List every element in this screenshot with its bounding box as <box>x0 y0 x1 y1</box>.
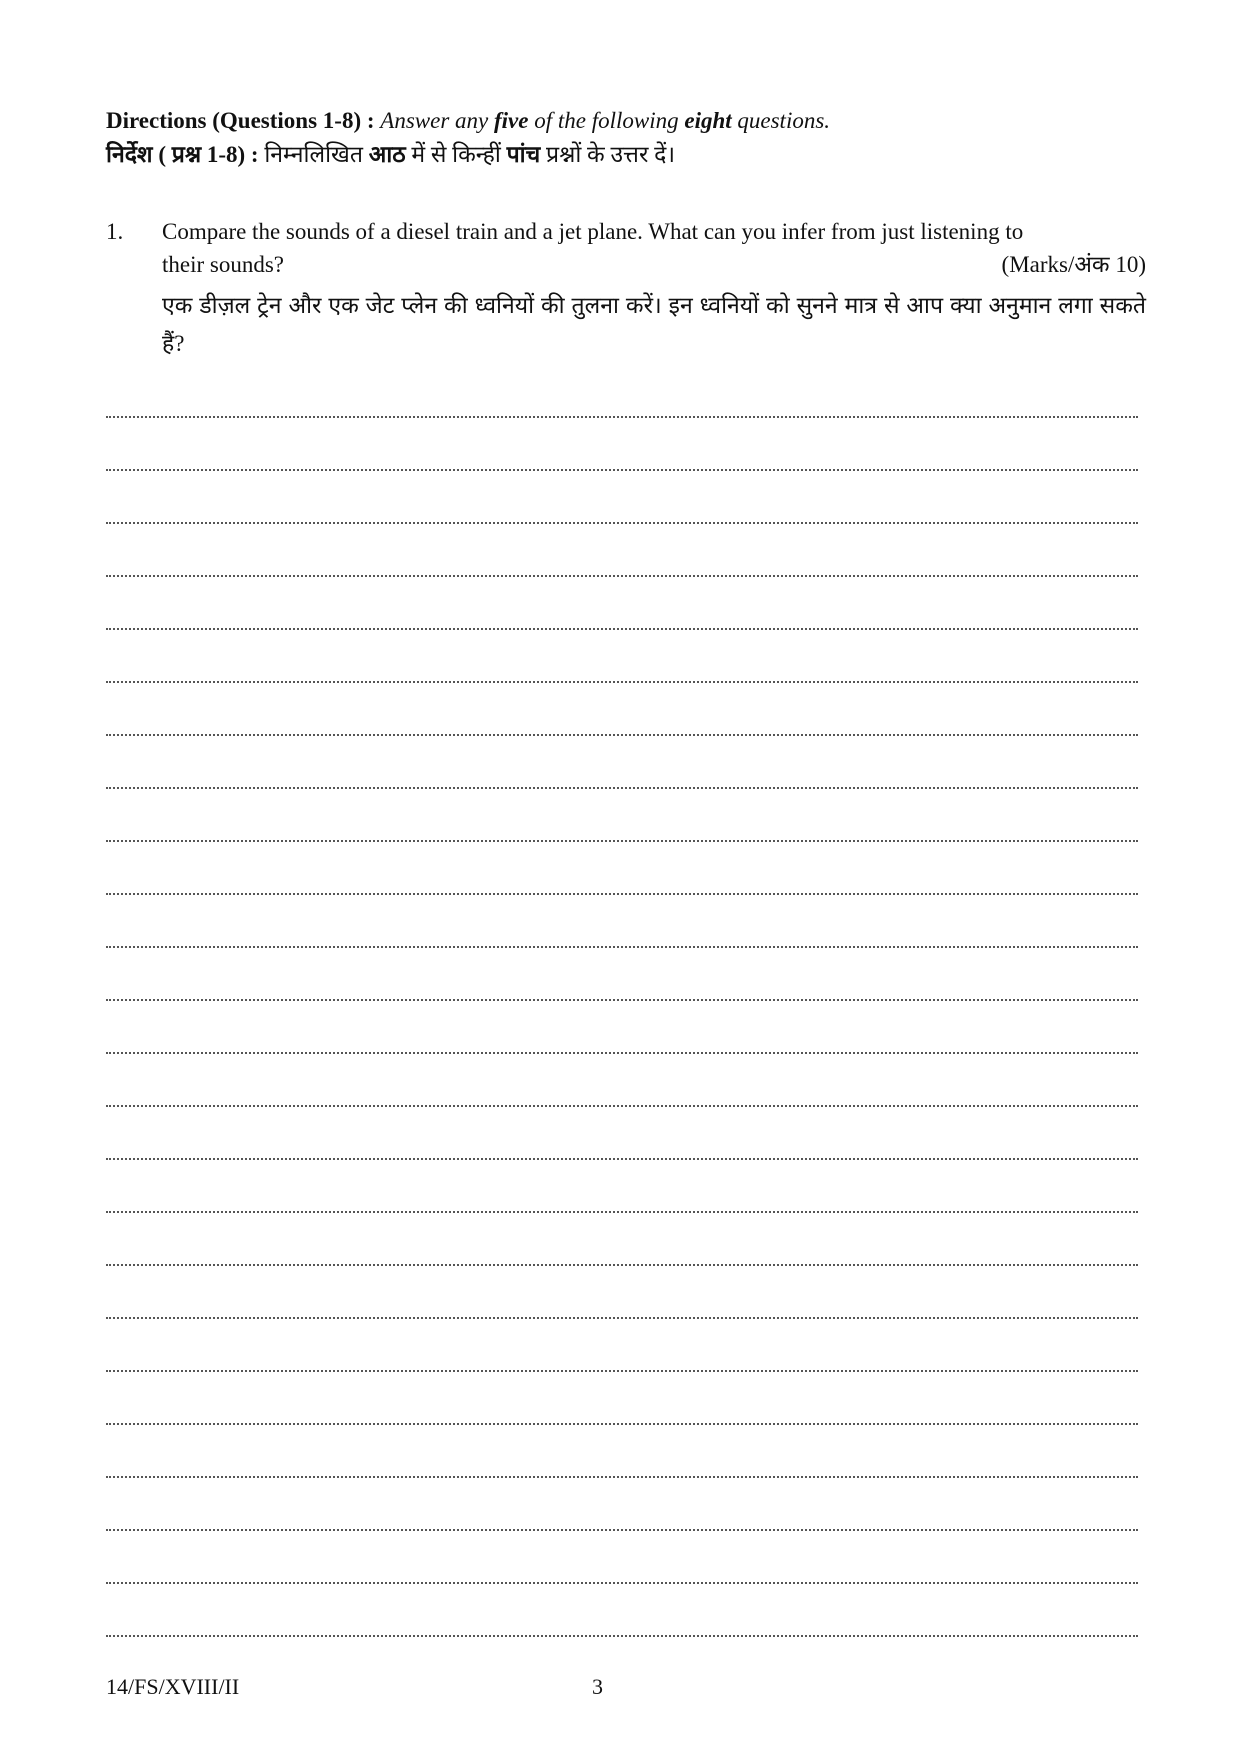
directions <box>106 104 1146 172</box>
page-number: 3 <box>592 1674 603 1699</box>
question-text-hindi: एक डीज़ल ट्रेन और एक जेट प्लेन की ध्वनियों की तुलना करें। इन ध्वनियों को सुनने मात्र से आप क्या अनुमान लगा सकते हैं? <box>162 293 1146 356</box>
answer-line <box>106 1213 1138 1266</box>
answer-line <box>106 1425 1138 1478</box>
answer-line <box>106 524 1138 577</box>
answer-line <box>106 1372 1138 1425</box>
answer-line <box>106 1319 1138 1372</box>
answer-line <box>106 1266 1138 1319</box>
answer-line <box>106 630 1138 683</box>
answer-line <box>106 1001 1138 1054</box>
answer-line <box>106 1531 1138 1584</box>
answer-line <box>106 1054 1138 1107</box>
question-body <box>162 215 1146 363</box>
answer-line <box>106 789 1138 842</box>
answer-line <box>106 948 1138 1001</box>
answer-line <box>106 736 1138 789</box>
answer-line <box>106 471 1138 524</box>
answer-line <box>106 418 1138 471</box>
answer-line <box>106 1107 1138 1160</box>
answer-line <box>106 683 1138 736</box>
directions-hindi: निर्देश ( प्रश्न 1-8) : निम्नलिखित आठ में से किन्हीं पांच प्रश्नों के उत्तर दें। <box>106 142 676 167</box>
question-marks: (Marks/अंक 10) <box>1001 252 1146 277</box>
answer-line <box>106 842 1138 895</box>
answer-line <box>106 1478 1138 1531</box>
directions-label-hindi: निर्देश ( प्रश्न 1-8) : <box>106 142 259 167</box>
answer-line <box>106 895 1138 948</box>
answer-line <box>106 1584 1138 1637</box>
answer-line <box>106 577 1138 630</box>
directions-label: Directions (Questions 1-8) : <box>106 108 375 133</box>
question-number: 1. <box>106 219 124 244</box>
paper-code: 14/FS/XVIII/II <box>106 1674 240 1699</box>
answer-line <box>106 1160 1138 1213</box>
question-text-english: Compare the sounds of a diesel train and a jet plane. What can you infer from just listening to their sounds? (Marks/अंक 10) <box>162 215 1146 281</box>
directions-english: Directions (Questions 1-8) : Answer any five of the following eight questions. <box>106 108 831 133</box>
answer-space[interactable] <box>106 416 1138 1637</box>
